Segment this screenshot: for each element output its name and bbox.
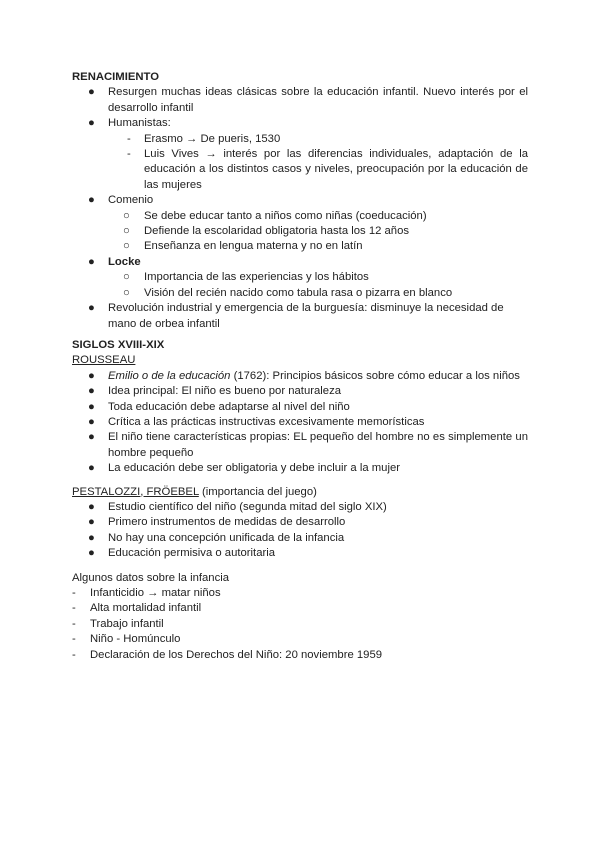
list-item-text: Revolución industrial y emergencia de la burguesía: disminuye la necesidad de mano de orbea infantil: [108, 302, 504, 330]
list-item: [72, 531, 528, 546]
list-item-text: Educación permisiva o autoritaria: [108, 547, 276, 560]
pestalozzi-note: (importancia del juego): [198, 485, 317, 498]
dash-marker: -: [127, 132, 131, 145]
list-item-text: Estudio científico del niño (segunda mitad del siglo XIX): [108, 500, 387, 513]
datos-list: [72, 586, 528, 663]
renacimiento-heading: RENACIMIENTO: [72, 71, 160, 83]
document-content: [72, 70, 528, 663]
circle-marker: ○: [123, 286, 130, 299]
datos-heading: Algunos datos sobre la infancia: [72, 571, 230, 584]
list-item-text: Resurgen muchas ideas clásicas sobre la educación infantil. Nuevo interés por el desarrollo infantil: [108, 86, 528, 114]
bullet-marker: ●: [88, 415, 95, 428]
list-item: [72, 193, 528, 208]
list-item: [72, 239, 528, 254]
list-item-text: Idea principal: El niño es bueno por naturaleza: [108, 385, 341, 398]
rousseau-heading: ROUSSEAU: [72, 354, 136, 367]
list-item: [72, 270, 528, 285]
list-item-text: Alta mortalidad infantil: [90, 602, 202, 615]
list-item: [72, 132, 528, 147]
circle-marker: ○: [123, 209, 130, 222]
locke-sublist: [72, 270, 528, 301]
dash-marker: -: [72, 587, 76, 599]
bullet-marker: ●: [88, 86, 95, 99]
list-item-text: Luis Vives → interés por las diferencias individuales, adaptación de la educación a los distintos casos y niveles, preocupación por la educación de las mujeres: [144, 148, 528, 191]
list-item: [72, 430, 528, 461]
list-item-text: Niño - Homúnculo: [90, 633, 181, 646]
list-item: [72, 116, 528, 131]
list-item-text: Crítica a las prácticas instructivas excesivamente memorísticas: [108, 415, 425, 428]
bullet-marker: ●: [88, 385, 95, 398]
spacer: [72, 562, 528, 571]
humanistas-sublist: [72, 132, 528, 194]
renacimiento-list: [72, 85, 528, 131]
list-item-text: Comenio: [108, 194, 154, 207]
bullet-marker: ●: [88, 516, 95, 529]
list-item-text: Locke: [108, 255, 141, 268]
list-item-text: Se debe educar tanto a niños como niñas (coeducación): [144, 209, 427, 222]
bullet-marker: ●: [88, 500, 95, 513]
pestalozzi-heading-line: [72, 485, 528, 500]
list-item-text: Defiende la escolaridad obligatoria hasta los 12 años: [144, 225, 410, 238]
list-item: [72, 632, 528, 647]
list-item-text: Toda educación debe adaptarse al nivel del niño: [108, 400, 350, 413]
list-item: [72, 255, 528, 270]
pestalozzi-list: [72, 500, 528, 562]
bullet-marker: ●: [88, 117, 95, 130]
list-item: [72, 546, 528, 561]
circle-marker: ○: [123, 225, 130, 238]
spacer: [72, 477, 528, 485]
list-item: [72, 415, 528, 430]
list-item-text: Primero instrumentos de medidas de desarrollo: [108, 516, 346, 529]
list-item-text: (1762): Principios básicos sobre cómo educar a los niños: [230, 369, 520, 382]
list-item: [72, 461, 528, 476]
emilio-title: Emilio o de la educación: [108, 369, 231, 382]
bullet-marker: ●: [88, 431, 95, 444]
dash-marker: -: [72, 617, 76, 630]
list-item: [72, 286, 528, 301]
list-item: [72, 617, 528, 632]
list-item: [72, 224, 528, 239]
list-item-text: Enseñanza en lengua materna y no en latín: [144, 240, 363, 253]
siglos-heading: SIGLOS XVIII-XIX: [72, 338, 165, 351]
list-item-text: La educación debe ser obligatoria y debe incluir a la mujer: [108, 462, 401, 475]
comenio-sublist: [72, 209, 528, 255]
list-item: [72, 500, 528, 515]
list-item: [72, 648, 528, 663]
dash-marker: -: [72, 602, 76, 615]
dash-marker: -: [72, 648, 76, 661]
circle-marker: ○: [123, 271, 130, 284]
list-item-text: Declaración de los Derechos del Niño: 20 noviembre 1959: [90, 648, 383, 661]
list-item-text: Erasmo → De pueris, 1530: [144, 132, 281, 145]
bullet-marker: ●: [88, 194, 95, 207]
bullet-marker: ●: [88, 547, 95, 560]
bullet-marker: ●: [88, 400, 95, 413]
list-item: [72, 369, 528, 384]
list-item: [72, 515, 528, 530]
list-item: [72, 384, 528, 399]
list-item-text: El niño tiene características propias: EL pequeño del hombre no es simplemente un hombre pequeño: [108, 431, 528, 459]
pestalozzi-heading: PESTALOZZI, FRÖEBEL: [72, 485, 199, 498]
list-item-text: No hay una concepción unificada de la infancia: [108, 531, 345, 544]
list-item: [72, 601, 528, 616]
bullet-marker: ●: [88, 531, 95, 544]
renacimiento-list-cont: [72, 301, 528, 332]
bullet-marker: ●: [88, 369, 95, 382]
list-item: [72, 400, 528, 415]
bullet-marker: ●: [88, 302, 95, 315]
list-item: [72, 586, 528, 601]
list-item-text: Visión del recién nacido como tabula rasa o pizarra en blanco: [144, 286, 453, 299]
list-item-text: Trabajo infantil: [90, 617, 164, 630]
list-item: [72, 301, 528, 332]
bullet-marker: ●: [88, 462, 95, 475]
dash-marker: -: [72, 633, 76, 646]
renacimiento-list-cont: [72, 193, 528, 208]
circle-marker: ○: [123, 240, 130, 253]
bullet-marker: ●: [88, 255, 95, 268]
list-item: [72, 147, 528, 193]
list-item: [72, 209, 528, 224]
list-item: [72, 85, 528, 116]
list-item-text: Infanticidio → matar niños: [90, 587, 221, 599]
rousseau-list: [72, 369, 528, 477]
list-item-text: Humanistas:: [108, 117, 171, 130]
dash-marker: -: [127, 148, 131, 161]
list-item-text: Importancia de las experiencias y los hábitos: [144, 271, 369, 284]
renacimiento-list-cont: [72, 255, 528, 270]
